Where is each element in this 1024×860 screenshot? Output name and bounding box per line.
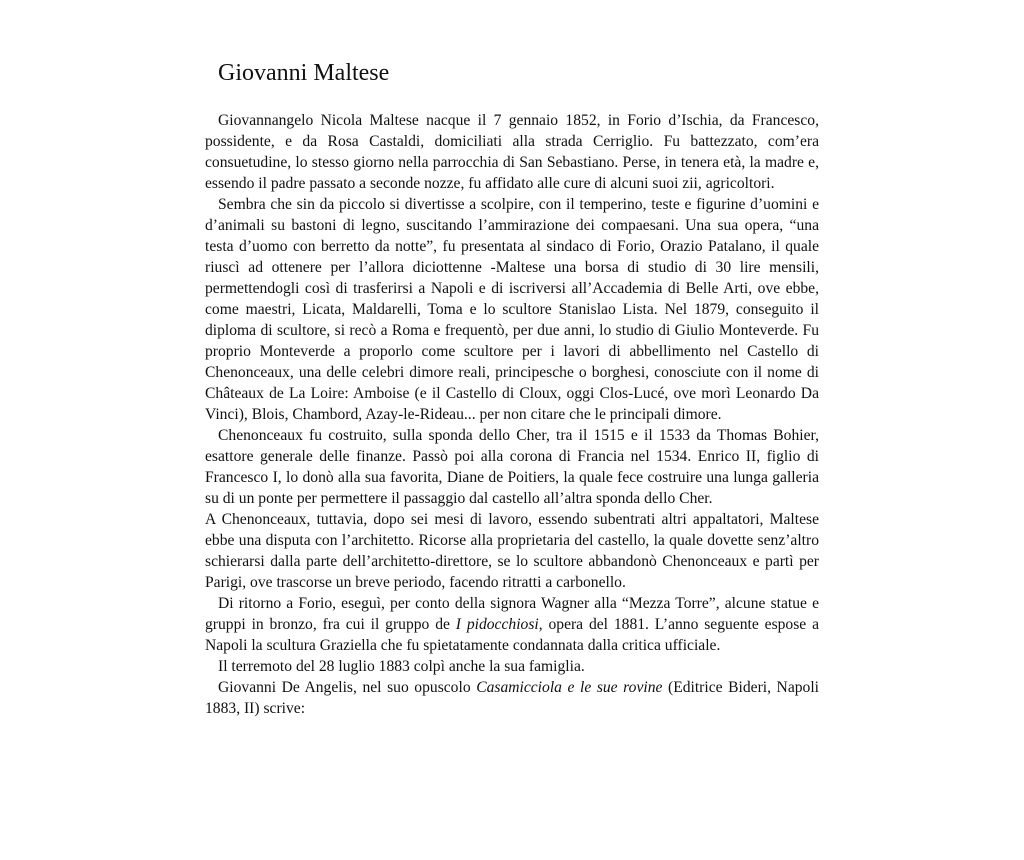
paragraph-youth: Sembra che sin da piccolo si divertisse a scolpire, con il temperino, teste e figurine d’uomini e d’animali su bastoni di legno, suscitando l’ammirazione dei compaesani. Una sua opera, “una testa d’uomo con berretto da notte”, fu presentata al sindaco di Forio, Orazio Patalano, il quale riuscì ad ottenere per l’allora diciottenne -Maltese una borsa di studio di 30 lire mensili, permettendogli così di trasferirsi a Napoli e di iscriversi all’Accademia di Belle Arti, ove ebbe, come maestri, Licata, Maldarelli, Toma e lo scultore Stanislao Lista. Nel 1879, conseguito il diploma di scultore, si recò a Roma e frequentò, per due anni, lo studio di Giulio Monteverde. Fu proprio Monteverde a proporlo come scultore per i lavori di abbellimento nel Castello di Chenonceaux, una delle celebri dimore reali, principesche o borghesi, conosciute con il nome di Châteaux de La Loire: Amboise (e il Castello di Cloux, oggi Clos-Lucé, ove morì Leonardo Da Vinci), Blois, Chambord, Azay-le-Rideau... per non citare che le principali dimore. xyxy=(205,196,819,423)
paragraph-earthquake: Il terremoto del 28 luglio 1883 colpì anche la sua famiglia. xyxy=(218,658,585,675)
document-page xyxy=(205,56,819,719)
paragraph-de-angelis xyxy=(205,677,819,719)
page-title: Giovanni Maltese xyxy=(218,60,390,86)
text-segment: (Editrice Bideri, Napoli 1883, II) scrive: xyxy=(205,679,819,717)
paragraph-chenonceaux-history: Chenonceaux fu costruito, sulla sponda dello Cher, tra il 1515 e il 1533 da Thomas Bohier, esattore generale delle finanze. Passò poi alla corona di Francia nel 1534. Enrico II, figlio di Francesco I, lo donò alla sua favorita, Diane de Poitiers, la quale fece costruire una lunga galleria su di un ponte per permettere il passaggio dal castello all’altra sponda dello Cher. xyxy=(205,427,819,507)
artwork-title: I pidocchiosi xyxy=(455,616,539,633)
text-segment: Di ritorno a Forio, eseguì, per conto della signora Wagner alla “Mezza Torre”, alcune statue e gruppi in bronzo, fra cui il gruppo de xyxy=(205,595,819,633)
text-segment: , opera del 1881. L’anno seguente espose a Napoli la scultura Graziella che fu spietatamente condannata dalla critica ufficiale. xyxy=(205,616,819,654)
paragraph-return-forio xyxy=(205,593,819,656)
book-title: Casamicciola e le sue rovine xyxy=(476,679,663,696)
paragraph-chenonceaux-dispute: A Chenonceaux, tuttavia, dopo sei mesi di lavoro, essendo subentrati altri appaltatori, Maltese ebbe una disputa con l’architetto. Ricorse alla proprietaria del castello, la quale dovette senz’altro schierarsi dalla parte dell’architetto-direttore, se lo scultore abbandonò Chenonceaux e partì per Parigi, ove trascorse un breve periodo, facendo ritratti a carbonello. xyxy=(205,511,819,591)
text-segment: Giovanni De Angelis, nel suo opuscolo xyxy=(218,679,477,696)
paragraph-birth: Giovannangelo Nicola Maltese nacque il 7 gennaio 1852, in Forio d’Ischia, da Francesco, possidente, e da Rosa Castaldi, domiciliati alla strada Cerriglio. Fu battezzato, com’era consuetudine, lo stesso giorno nella parrocchia di San Sebastiano. Perse, in tenera età, la madre e, essendo il padre passato a seconde nozze, fu affidato alle cure di alcuni suoi zii, agricoltori. xyxy=(205,112,819,192)
